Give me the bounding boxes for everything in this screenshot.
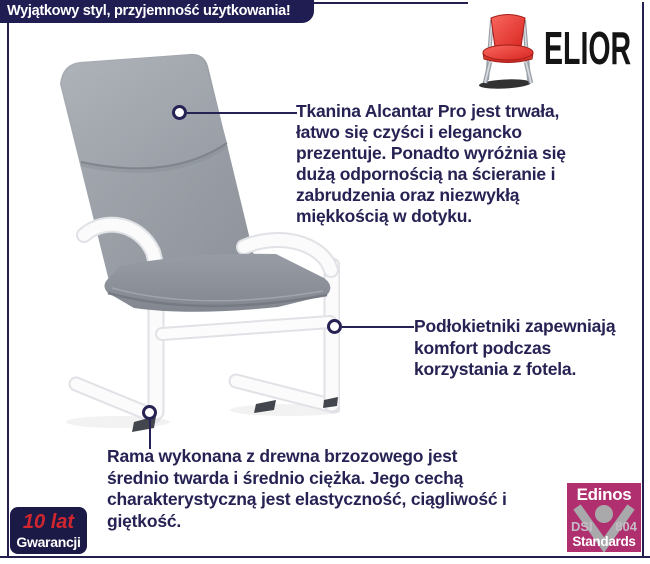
fabric-callout-text: [296, 101, 566, 227]
standards-brand: Edinos: [576, 485, 632, 504]
fabric-line-3: prezentuje. Ponadto wyróżnia się: [296, 143, 566, 163]
brand-name: ELIOR: [544, 22, 632, 74]
armrest-callout-text: [414, 316, 615, 381]
warranty-label: Gwarancji: [16, 534, 81, 550]
fabric-marker-icon: [172, 105, 187, 120]
standards-number: 804: [615, 519, 637, 534]
fabric-connector-line: [187, 112, 297, 114]
fabric-line-4: dużą odpornością na ścieranie i: [296, 164, 556, 184]
fabric-line-2: łatwo się czyści i elegancko: [296, 122, 522, 142]
frame-connector-line: [149, 419, 151, 449]
standards-label: Standards: [572, 534, 636, 549]
frame-marker-icon: [142, 405, 157, 420]
armrest-line-2: komfort podczas: [414, 337, 552, 358]
red-chair-icon: [478, 10, 538, 90]
armrest-line-3: korzystania z fotela.: [414, 359, 577, 379]
frame-line-4: giętkość.: [107, 510, 182, 531]
armrest-line-1: Podłokietniki zapewniają: [414, 316, 616, 336]
chair-illustration: [40, 50, 340, 450]
armrest-connector-line: [342, 326, 414, 328]
warranty-badge: [10, 507, 87, 554]
brand-logo: [468, 0, 642, 96]
standards-badge: [567, 483, 641, 552]
fabric-line-6: miękkością w dotyku.: [296, 206, 472, 226]
frame-line-1: Rama wykonana z drewna brzozowego jest: [107, 446, 458, 466]
frame-border-bottom: [0, 556, 650, 558]
armrest-marker-icon: [327, 319, 342, 334]
frame-line-2: średnio twarda i średnio ciężka. Jego cechą: [107, 467, 464, 488]
frame-line-3: charakterystyczną jest elastyczność, ciągliwość i: [107, 489, 507, 509]
fabric-line-5: zabrudzenia oraz niezwykłą: [296, 185, 520, 205]
frame-border-left: [7, 2, 9, 557]
standards-dsi: DSI: [571, 519, 593, 534]
headline-banner: Wyjątkowy styl, przyjemność użytkowania!: [0, 0, 314, 23]
frame-callout-text: [107, 446, 507, 532]
frame-border-right: [642, 2, 644, 558]
warranty-years: 10 lat: [22, 511, 75, 533]
fabric-line-1: Tkanina Alcantar Pro jest trwała,: [296, 101, 560, 121]
